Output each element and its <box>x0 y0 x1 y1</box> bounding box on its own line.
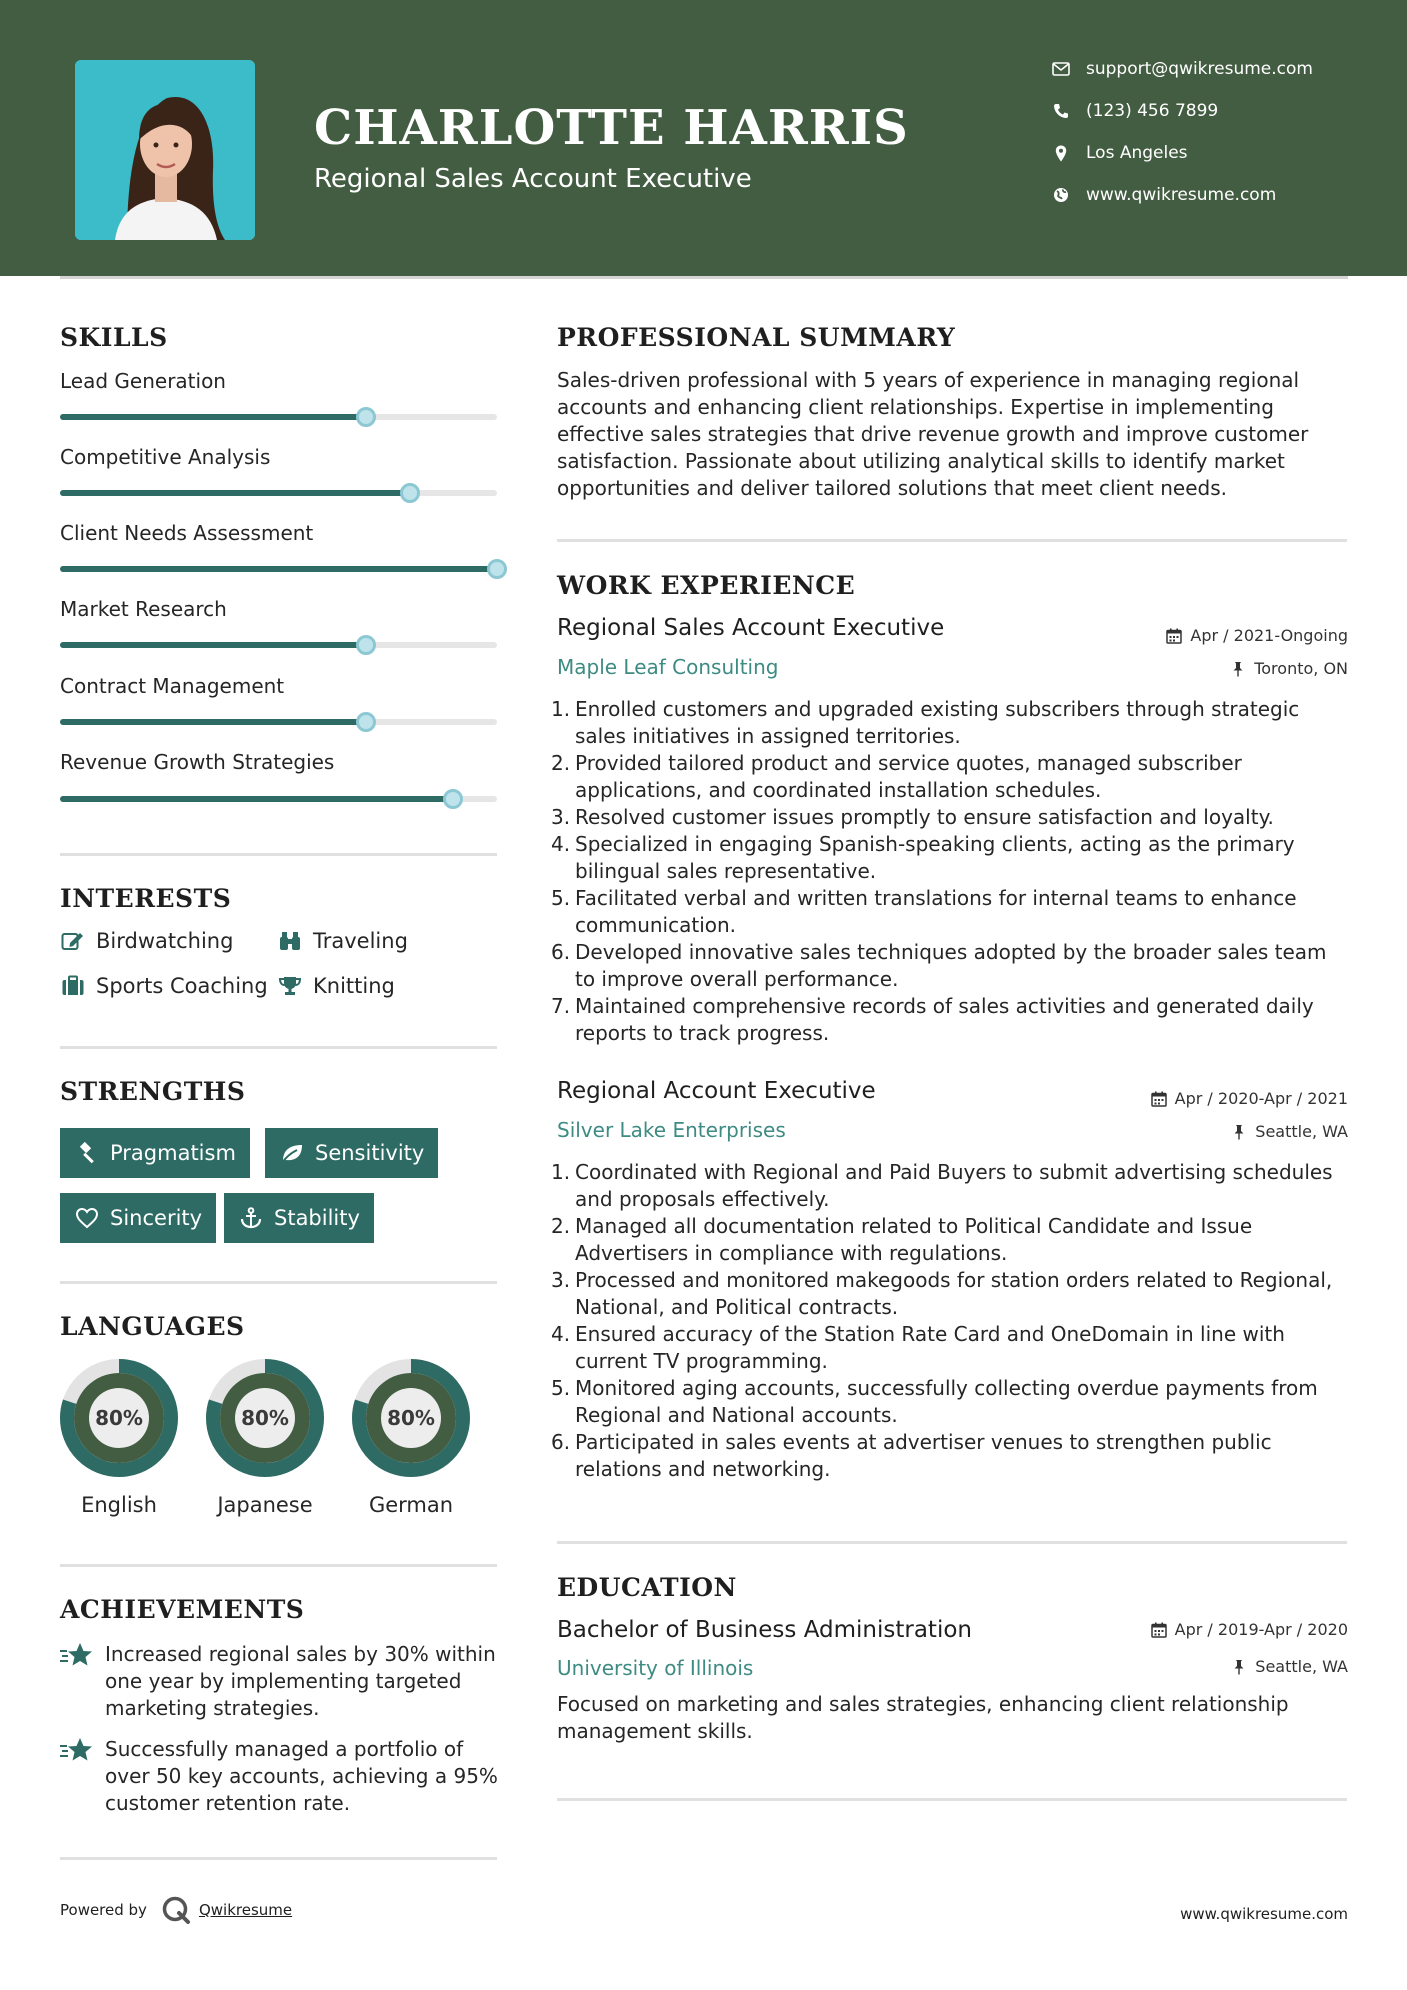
section-divider <box>557 1541 1347 1544</box>
contact-website-text: www.qwikresume.com <box>1086 185 1277 205</box>
job-bullet: 2. Provided tailored product and service quotes, managed subscriber applications, and coordinated installation schedules. <box>551 751 1242 802</box>
strength-badge <box>224 1193 374 1243</box>
interests-heading: INTERESTS <box>60 884 232 913</box>
job-bullet: 7. Maintained comprehensive records of sales activities and generated daily reports to track progress. <box>551 994 1314 1045</box>
skill-bar-fill <box>60 719 366 725</box>
section-divider <box>557 539 1347 542</box>
language-item <box>204 1357 326 1517</box>
summary-heading: PROFESSIONAL SUMMARY <box>557 323 956 352</box>
profile-photo <box>75 60 255 240</box>
strength-label: Sensitivity <box>315 1141 425 1165</box>
skill-bar <box>60 566 497 572</box>
job-bullet: 1. Coordinated with Regional and Paid Buyers to submit advertising schedules and proposals effectively. <box>551 1160 1333 1211</box>
skill-label: Market Research <box>60 597 227 621</box>
star-icon <box>60 1641 94 1671</box>
job-title: Regional Account Executive <box>557 1078 876 1104</box>
education-dates-text: Apr / 2019-Apr / 2020 <box>1174 1620 1348 1639</box>
pencil-square-icon <box>60 929 86 953</box>
job-bullet: 5. Monitored aging accounts, successfully collecting overdue payments from Regional and National accounts. <box>551 1376 1318 1427</box>
job-bullet: 3. Resolved customer issues promptly to ensure satisfaction and loyalty. <box>551 805 1274 829</box>
interest-item <box>277 974 395 998</box>
summary-text: Sales-driven professional with 5 years of experience in managing regional accounts and enhancing client relationships. Expertise in implementing effective sales strategies that drive revenue growth and improve customer satisfaction. Passionate about utilizing analytical skills to identify market opportunities and deliver tailored solutions that meet client needs. <box>557 368 1309 500</box>
job-bullet: 2. Managed all documentation related to Political Candidate and Issue Advertisers in compliance with regulations. <box>551 1214 1253 1265</box>
job-bullet: 3. Processed and monitored makegoods for station orders related to Regional, National, and Political contracts. <box>551 1268 1333 1319</box>
section-divider <box>60 1857 497 1860</box>
skill-bar-knob <box>356 635 376 655</box>
star-icon <box>60 1736 94 1766</box>
skill-bar <box>60 490 497 496</box>
job-dates-text: Apr / 2021-Ongoing <box>1190 626 1348 645</box>
globe-icon <box>1050 184 1072 206</box>
skill-bar <box>60 796 497 802</box>
resume-header <box>0 0 1407 276</box>
skill-bar <box>60 414 497 420</box>
interest-item <box>60 929 233 953</box>
candidate-name: CHARLOTTE HARRIS <box>314 100 909 156</box>
language-percent: 80% <box>95 1406 143 1430</box>
company-name: Maple Leaf Consulting <box>557 655 779 679</box>
strength-label: Stability <box>274 1206 360 1230</box>
calendar-icon <box>1165 627 1183 645</box>
education-heading: EDUCATION <box>557 1573 737 1602</box>
language-label: Japanese <box>217 1493 313 1517</box>
pin-icon <box>1229 660 1247 678</box>
skill-bar-knob <box>400 483 420 503</box>
gavel-icon <box>74 1141 100 1165</box>
job-dates-text: Apr / 2020-Apr / 2021 <box>1174 1089 1348 1108</box>
calendar-icon <box>1150 1621 1168 1639</box>
strength-badge <box>265 1128 438 1178</box>
skill-bar <box>60 642 497 648</box>
job-bullet: 4. Ensured accuracy of the Station Rate Card and OneDomain in line with current TV programming. <box>551 1322 1285 1373</box>
interest-item <box>60 974 268 998</box>
skill-bar-fill <box>60 490 410 496</box>
education-dates <box>1150 1620 1348 1639</box>
language-donut <box>204 1357 326 1479</box>
achievement-text: Successfully managed a portfolio of over 50 key accounts, achieving a 95% customer retention rate. <box>105 1737 498 1815</box>
strength-label: Sincerity <box>110 1206 203 1230</box>
achievements-heading: ACHIEVEMENTS <box>60 1595 305 1624</box>
contact-location <box>1050 142 1188 164</box>
briefcase-icon <box>60 974 86 998</box>
language-label: German <box>368 1493 454 1517</box>
leaf-icon <box>279 1141 305 1165</box>
contact-website[interactable] <box>1050 184 1276 206</box>
job-dates <box>1150 1089 1348 1108</box>
qwikresume-link[interactable]: Qwikresume <box>198 1901 293 1919</box>
strength-badge <box>60 1193 216 1243</box>
contact-phone-text: (123) 456 7899 <box>1086 101 1219 121</box>
strength-label: Pragmatism <box>110 1141 236 1165</box>
binoculars-icon <box>277 929 303 953</box>
skill-label: Contract Management <box>60 674 285 698</box>
language-donut <box>58 1357 180 1479</box>
anchor-icon <box>238 1206 264 1230</box>
language-item <box>58 1357 180 1517</box>
phone-icon <box>1050 100 1072 122</box>
avatar-silhouette <box>75 60 255 240</box>
skill-bar-knob <box>487 559 507 579</box>
job-title: Regional Sales Account Executive <box>557 615 945 641</box>
language-label: English <box>81 1493 157 1517</box>
job-location-text: Seattle, WA <box>1255 1122 1348 1141</box>
section-divider <box>60 1281 497 1284</box>
contact-location-text: Los Angeles <box>1086 143 1188 163</box>
contact-email[interactable] <box>1050 58 1313 80</box>
achievement-item <box>60 1641 500 1722</box>
section-divider <box>60 1046 497 1049</box>
job-location <box>1230 1122 1348 1141</box>
pin-icon <box>1230 1658 1248 1676</box>
heart-icon <box>74 1206 100 1230</box>
skill-bar-knob <box>356 407 376 427</box>
calendar-icon <box>1150 1090 1168 1108</box>
language-item <box>350 1357 472 1517</box>
interest-label: Birdwatching <box>96 929 234 953</box>
skill-bar-knob <box>356 712 376 732</box>
contact-email-text: support@qwikresume.com <box>1086 59 1313 79</box>
skills-heading: SKILLS <box>60 323 168 352</box>
job-bullets <box>551 696 1347 1047</box>
degree-title: Bachelor of Business Administration <box>557 1617 972 1643</box>
language-percent: 80% <box>241 1406 289 1430</box>
skill-label: Revenue Growth Strategies <box>60 750 335 774</box>
qwikresume-logo-icon <box>161 1895 191 1925</box>
powered-by-text: Powered by <box>60 1901 147 1919</box>
strengths-heading: STRENGTHS <box>60 1077 246 1106</box>
pin-icon <box>1230 1123 1248 1141</box>
strength-badge <box>60 1128 250 1178</box>
footer-powered-by <box>60 1895 292 1925</box>
experience-heading: WORK EXPERIENCE <box>557 571 856 600</box>
skill-bar-fill <box>60 566 497 572</box>
contact-phone[interactable] <box>1050 100 1218 122</box>
skill-label: Lead Generation <box>60 369 226 393</box>
trophy-icon <box>277 974 303 998</box>
skill-bar <box>60 719 497 725</box>
header-divider <box>60 276 1348 279</box>
company-name: Silver Lake Enterprises <box>557 1118 786 1142</box>
skill-label: Competitive Analysis <box>60 445 271 469</box>
job-location <box>1229 659 1348 678</box>
footer-website[interactable]: www.qwikresume.com <box>1180 1905 1348 1923</box>
job-dates <box>1165 626 1348 645</box>
job-bullet: 1. Enrolled customers and upgraded existing subscribers through strategic sales initiatives in assigned territories. <box>551 697 1300 748</box>
job-bullets <box>551 1159 1347 1483</box>
job-location-text: Toronto, ON <box>1254 659 1348 678</box>
skill-bar-fill <box>60 414 366 420</box>
section-divider <box>60 853 497 856</box>
map-marker-icon <box>1050 142 1072 164</box>
school-name: University of Illinois <box>557 1656 754 1680</box>
achievement-text: Increased regional sales by 30% within one year by implementing targeted marketing strategies. <box>105 1642 496 1720</box>
achievement-item <box>60 1736 500 1817</box>
interest-label: Knitting <box>313 974 395 998</box>
language-donut <box>350 1357 472 1479</box>
education-location <box>1230 1657 1348 1676</box>
envelope-icon <box>1050 58 1072 80</box>
education-location-text: Seattle, WA <box>1255 1657 1348 1676</box>
skill-bar-fill <box>60 642 366 648</box>
interest-item <box>277 929 408 953</box>
interest-label: Sports Coaching <box>96 974 268 998</box>
skill-label: Client Needs Assessment <box>60 521 314 545</box>
job-bullet: 6. Participated in sales events at advertiser venues to strengthen public relations and networking. <box>551 1430 1272 1481</box>
interest-label: Traveling <box>313 929 408 953</box>
job-bullet: 4. Specialized in engaging Spanish-speaking clients, acting as the primary bilingual sales representative. <box>551 832 1295 883</box>
job-bullet: 5. Facilitated verbal and written translations for internal teams to enhance communication. <box>551 886 1297 937</box>
skill-bar-fill <box>60 796 453 802</box>
section-divider <box>60 1564 497 1567</box>
education-description: Focused on marketing and sales strategies, enhancing client relationship management skills. <box>557 1692 1289 1743</box>
skill-bar-knob <box>443 789 463 809</box>
candidate-title: Regional Sales Account Executive <box>314 164 752 194</box>
language-percent: 80% <box>387 1406 435 1430</box>
languages-heading: LANGUAGES <box>60 1312 245 1341</box>
job-bullet: 6. Developed innovative sales techniques adopted by the broader sales team to improve overall performance. <box>551 940 1327 991</box>
section-divider <box>557 1798 1347 1801</box>
